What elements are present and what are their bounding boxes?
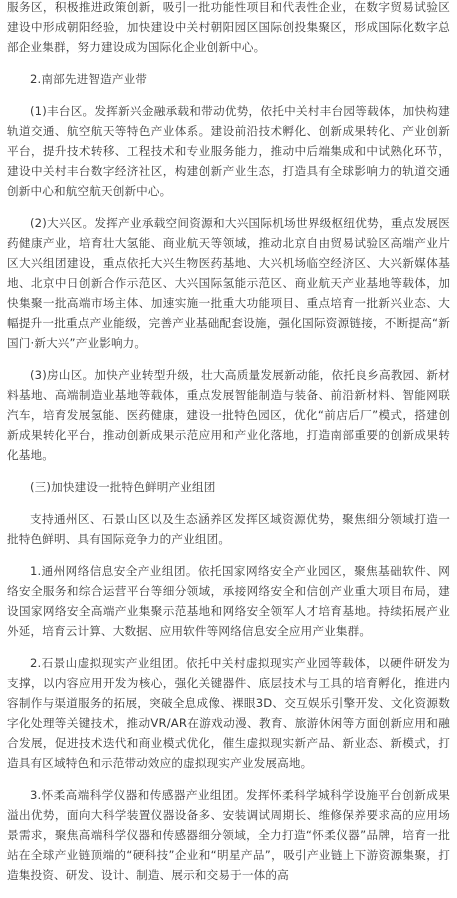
paragraph-tongzhou-cluster: 1.通州网络信息安全产业组团。依托国家网络安全产业园区，聚焦基础软件、网络安全服务和综合运营平台等细分领域，承接网络安全和信创产业重大项目布局，建设国家网络安全高端产业集聚示范基地和网络安全领军人才培育基地。持续拓展产业外延，培育云计算、大数据、应用软件等网络信息安全应用产业集群。 [7,564,450,638]
paragraph-fengtai: (1)丰台区。发挥新兴金融承载和带动优势，依托中关村丰台园等载体，加快构建轨道交通、航空航天等特色产业体系。建设前沿技术孵化、创新成果转化、产业创新平台，提升技术转移、工程技术和专业服务能力，推动中后端集成和中试熟化环节，建设中关村丰台数字经济社区，构建创新产业生态，打造具有全球影响力的轨道交通创新中心和航空航天创新中心。 [7,104,450,198]
section-heading-industry-clusters: (三)加快建设一批特色鲜明产业组团 [30,480,216,494]
paragraph-daxing: (2)大兴区。发挥产业承载空间资源和大兴国际机场世界级枢纽优势，重点发展医药健康产业，培育壮大氢能、商业航天等领域，推动北京自由贸易试验区高端产业片区大兴组团建设，重点依托大兴生物医药基地、大兴机场临空经济区、大兴新媒体基地、北京中日创新合作示范区、大兴国际氢能示范区、商业航天产业基地等载体，加快集聚一批高端市场主体、加速实施一批重大功能项目、重点培育一批新兴业态、大幅提升一批重点产业能级，完善产业基础配套设施，强化国际资源链接，不断提高“新国门·新大兴”产业影响力。 [7,216,450,350]
paragraph-shijingshan-cluster: 2.石景山虚拟现实产业组团。依托中关村虚拟现实产业园等载体，以硬件研发为支撑，以内容应用开发为核心，强化关键器件、底层技术与工具的培育孵化，推进内容制作与渠道服务的拓展，突破全息成像、裸眼3D、交互娱乐引擎开发、文化资源数字化处理等关键技术，推动VR/AR在游戏动漫、教育、旅游休闲等方面创新应用和融合发展，促进技术迭代和商业模式优化，催生虚拟现实新产品、新业态、新模式，打造具有区域特色和示范带动效应的虚拟现实产业发展高地。 [7,656,450,770]
paragraph-fangshan: (3)房山区。加快产业转型升级，壮大高质量发展新动能，依托良乡高教园、新材料基地、高端制造业基地等载体，重点发展智能制造与装备、前沿新材料、智能网联汽车，培育发展氢能、医药健康，建设一批特色园区，优化“前店后厂”模式，搭建创新成果转化平台，推动创新成果示范应用和产业化落地，打造南部重要的创新成果转化基地。 [7,368,450,462]
section-heading-south-belt: 2.南部先进智造产业带 [30,72,148,86]
paragraph-cluster-intro: 支持通州区、石景山区以及生态涵养区发挥区域资源优势，聚焦细分领域打造一批特色鲜明、具有国际竞争力的产业组团。 [7,512,450,546]
paragraph-huairou-cluster: 3.怀柔高端科学仪器和传感器产业组团。发挥怀柔科学城科学设施平台创新成果溢出优势，面向大科学装置仪器设备多、安装调试周期长、维修保养要求高的应用场景需求，聚焦高端科学仪器和传感器细分领域，全力打造“怀柔仪器”品牌，培育一批站在全球产业链顶端的“硬科技”企业和“明星产品”，吸引产业链上下游资源集聚，打造集投资、研发、设计、制造、展示和交易于一体的高 [7,788,450,882]
paragraph-chaoyang-end: 服务区，积极推进政策创新，吸引一批功能性项目和代表性企业，在数字贸易试验区建设中形成朝阳经验，加快建设中关村朝阳园区国际创投集聚区，形成国际化数字总部企业集群，努力建设成为国际化企业创新中心。 [7,0,450,54]
